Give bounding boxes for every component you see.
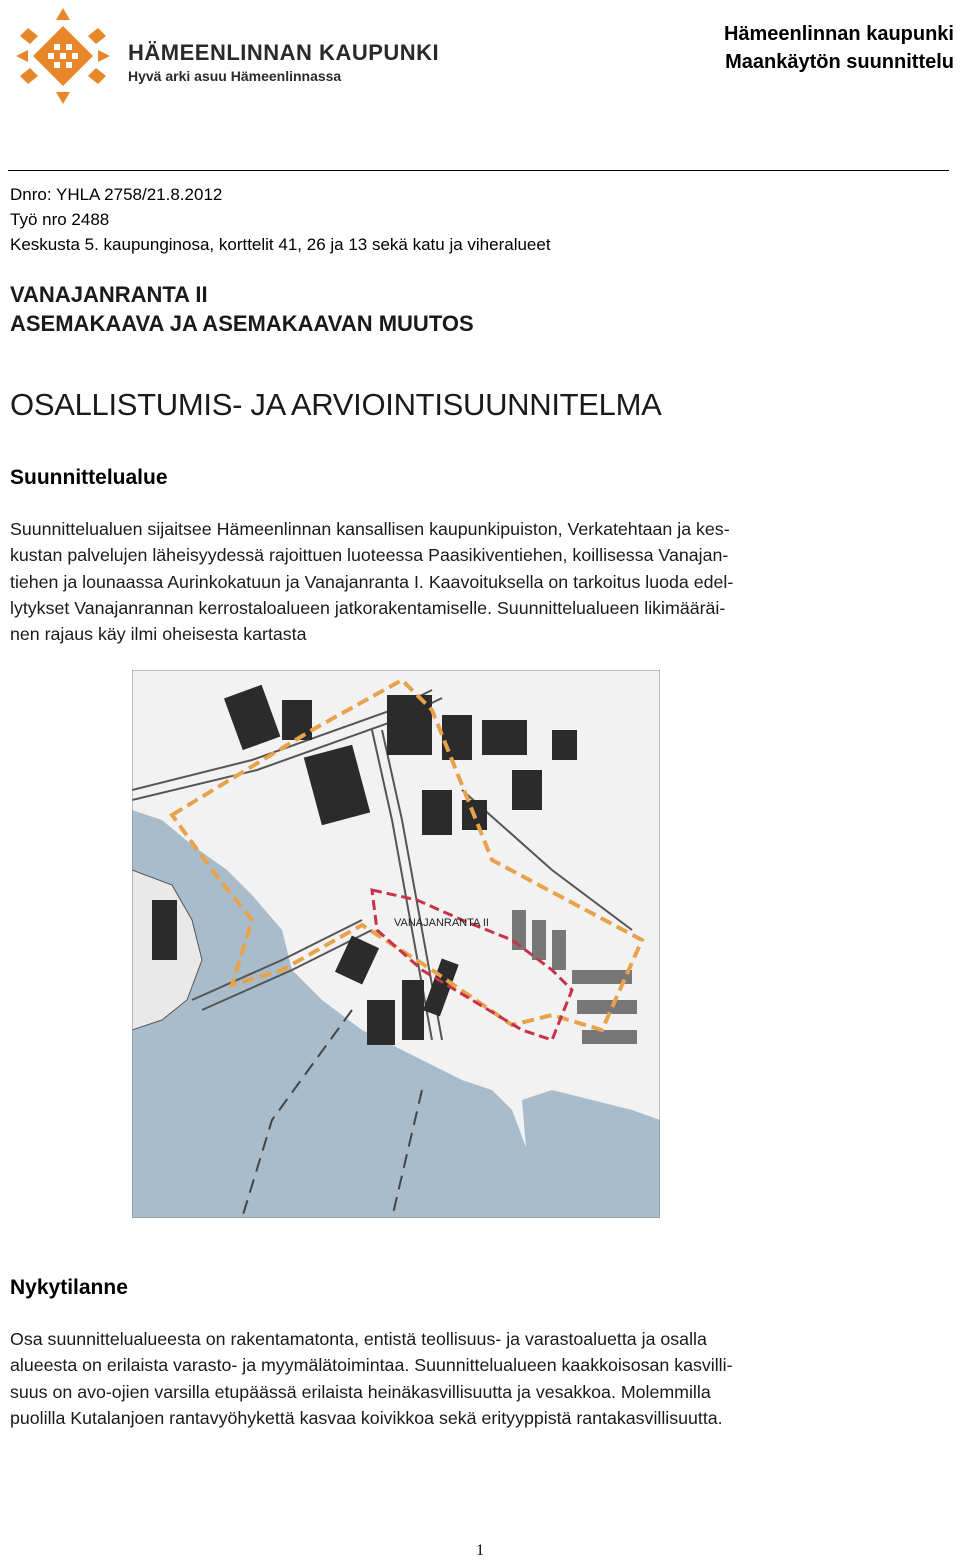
organization-header <box>724 20 954 76</box>
org-name: Hämeenlinnan kaupunki <box>723 23 954 45</box>
page-number: 1 <box>476 1542 484 1559</box>
paragraph-line: Osa suunnittelualueesta on rakentamatonta, entistä teollisuus- ja varastoaluetta ja osalla <box>10 1329 707 1349</box>
plan-title <box>10 280 474 338</box>
paragraph-line: kustan palvelujen läheisyydessä rajoittuen luoteessa Paasikiventiehen, koillisessa Vanajan- <box>10 545 729 566</box>
paragraph-line: lytykset Vanajanrannan kerrostaloalueen jatkorakentamiselle. Suunnittelualueen likimääräi- <box>10 597 726 618</box>
logo-slogan: Hyvä arki asuu Hämeenlinnassa <box>128 68 342 84</box>
area-description: Keskusta 5. kaupunginosa, korttelit 41, 26 ja 13 sekä katu ja viheralueet <box>10 235 551 254</box>
plan-name: VANAJANRANTA II <box>10 282 208 307</box>
diary-number: Dnro: YHLA 2758/21.8.2012 <box>10 185 223 204</box>
paragraph-line: nen rajaus käy ilmi oheisesta kartasta <box>10 624 307 645</box>
logo-title: HÄMEENLINNAN KAUPUNKI <box>128 40 440 65</box>
paragraph-line: suus on avo-ojien varsilla etupäässä erilaista heinäkasvillisuutta ja vesakkoa. Molemmilla <box>10 1381 711 1402</box>
planning-area-paragraph <box>10 516 950 647</box>
current-state-paragraph <box>10 1326 950 1431</box>
plan-area-label: VANAJANRANTA II <box>394 917 489 929</box>
work-number: Työ nro 2488 <box>10 210 110 229</box>
paragraph-line: tiehen ja lounaassa Aurinkokatuun ja Vanajanranta I. Kaavoituksella on tarkoitus luoda edel- <box>10 571 734 592</box>
paragraph-line: puolilla Kutalanjoen rantavyöhykettä kasvaa koivikkoa sekä erityyppistä rantakasvillisuutta. <box>10 1407 723 1428</box>
city-logo <box>8 6 440 112</box>
section-heading-planning-area: Suunnittelualue <box>10 466 168 489</box>
city-emblem-icon <box>8 6 118 106</box>
section-heading-current-state: Nykytilanne <box>10 1276 128 1299</box>
header-divider <box>8 170 949 171</box>
plan-type: ASEMAKAAVA JA ASEMAKAAVAN MUUTOS <box>10 311 474 336</box>
org-unit: Maankäytön suunnittelu <box>725 51 954 73</box>
planning-area-map <box>132 670 660 1218</box>
document-meta <box>10 182 551 257</box>
paragraph-line: Suunnittelualuen sijaitsee Hämeenlinnan kansallisen kaupunkipuiston, Verkatehtaan ja kes- <box>10 519 730 539</box>
document-type-heading: OSALLISTUMIS- JA ARVIOINTISUUNNITELMA <box>10 387 662 422</box>
paragraph-line: alueesta on erilaista varasto- ja myymälätoimintaa. Suunnittelualueen kaakkoisosan kasvilli- <box>10 1355 733 1376</box>
